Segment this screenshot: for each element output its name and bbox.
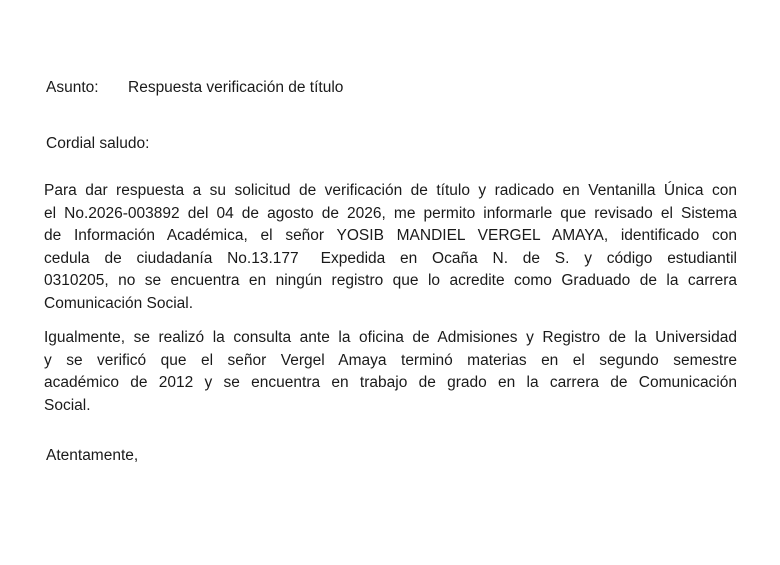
subject-line: [46, 77, 343, 99]
greeting: Cordial saludo:: [46, 135, 150, 152]
paragraph-line: Comunicación Social.: [44, 294, 194, 312]
paragraph-line: 0310205, no se encuentra en ningún registro que lo acredite como Graduado de la carrera: [44, 272, 737, 289]
subject-text: Respuesta verificación de título: [128, 79, 344, 96]
paragraph-line: Social.: [44, 396, 91, 414]
paragraph-line: académico de 2012 y se encuentra en trabajo de grado en la carrera de Comunicación: [44, 374, 737, 391]
paragraph-verification: [44, 180, 737, 315]
paragraph-line: el No.2026-003892 del 04 de agosto de 2026, me permito informarle que revisado el Sistema: [44, 204, 737, 222]
expedition-text: Expedida en Ocaña N. de S. y código estudiantil: [320, 249, 737, 267]
id-number-text: cedula de ciudadanía No.13.177: [44, 249, 299, 267]
paragraph-line-id: [44, 248, 737, 271]
subject-label: Asunto:: [46, 79, 99, 96]
paragraph-admissions: [44, 327, 737, 417]
paragraph-line: de Información Académica, el señor YOSIB MANDIEL VERGEL AMAYA, identificado con: [44, 227, 737, 244]
paragraph-line: y se verificó que el señor Vergel Amaya terminó materias en el segundo semestre: [44, 351, 737, 369]
closing: Atentamente,: [46, 447, 139, 464]
paragraph-line: Igualmente, se realizó la consulta ante la oficina de Admisiones y Registro de la Universidad: [44, 329, 737, 346]
paragraph-line: Para dar respuesta a su solicitud de verificación de título y radicado en Ventanilla Única con: [44, 182, 737, 199]
